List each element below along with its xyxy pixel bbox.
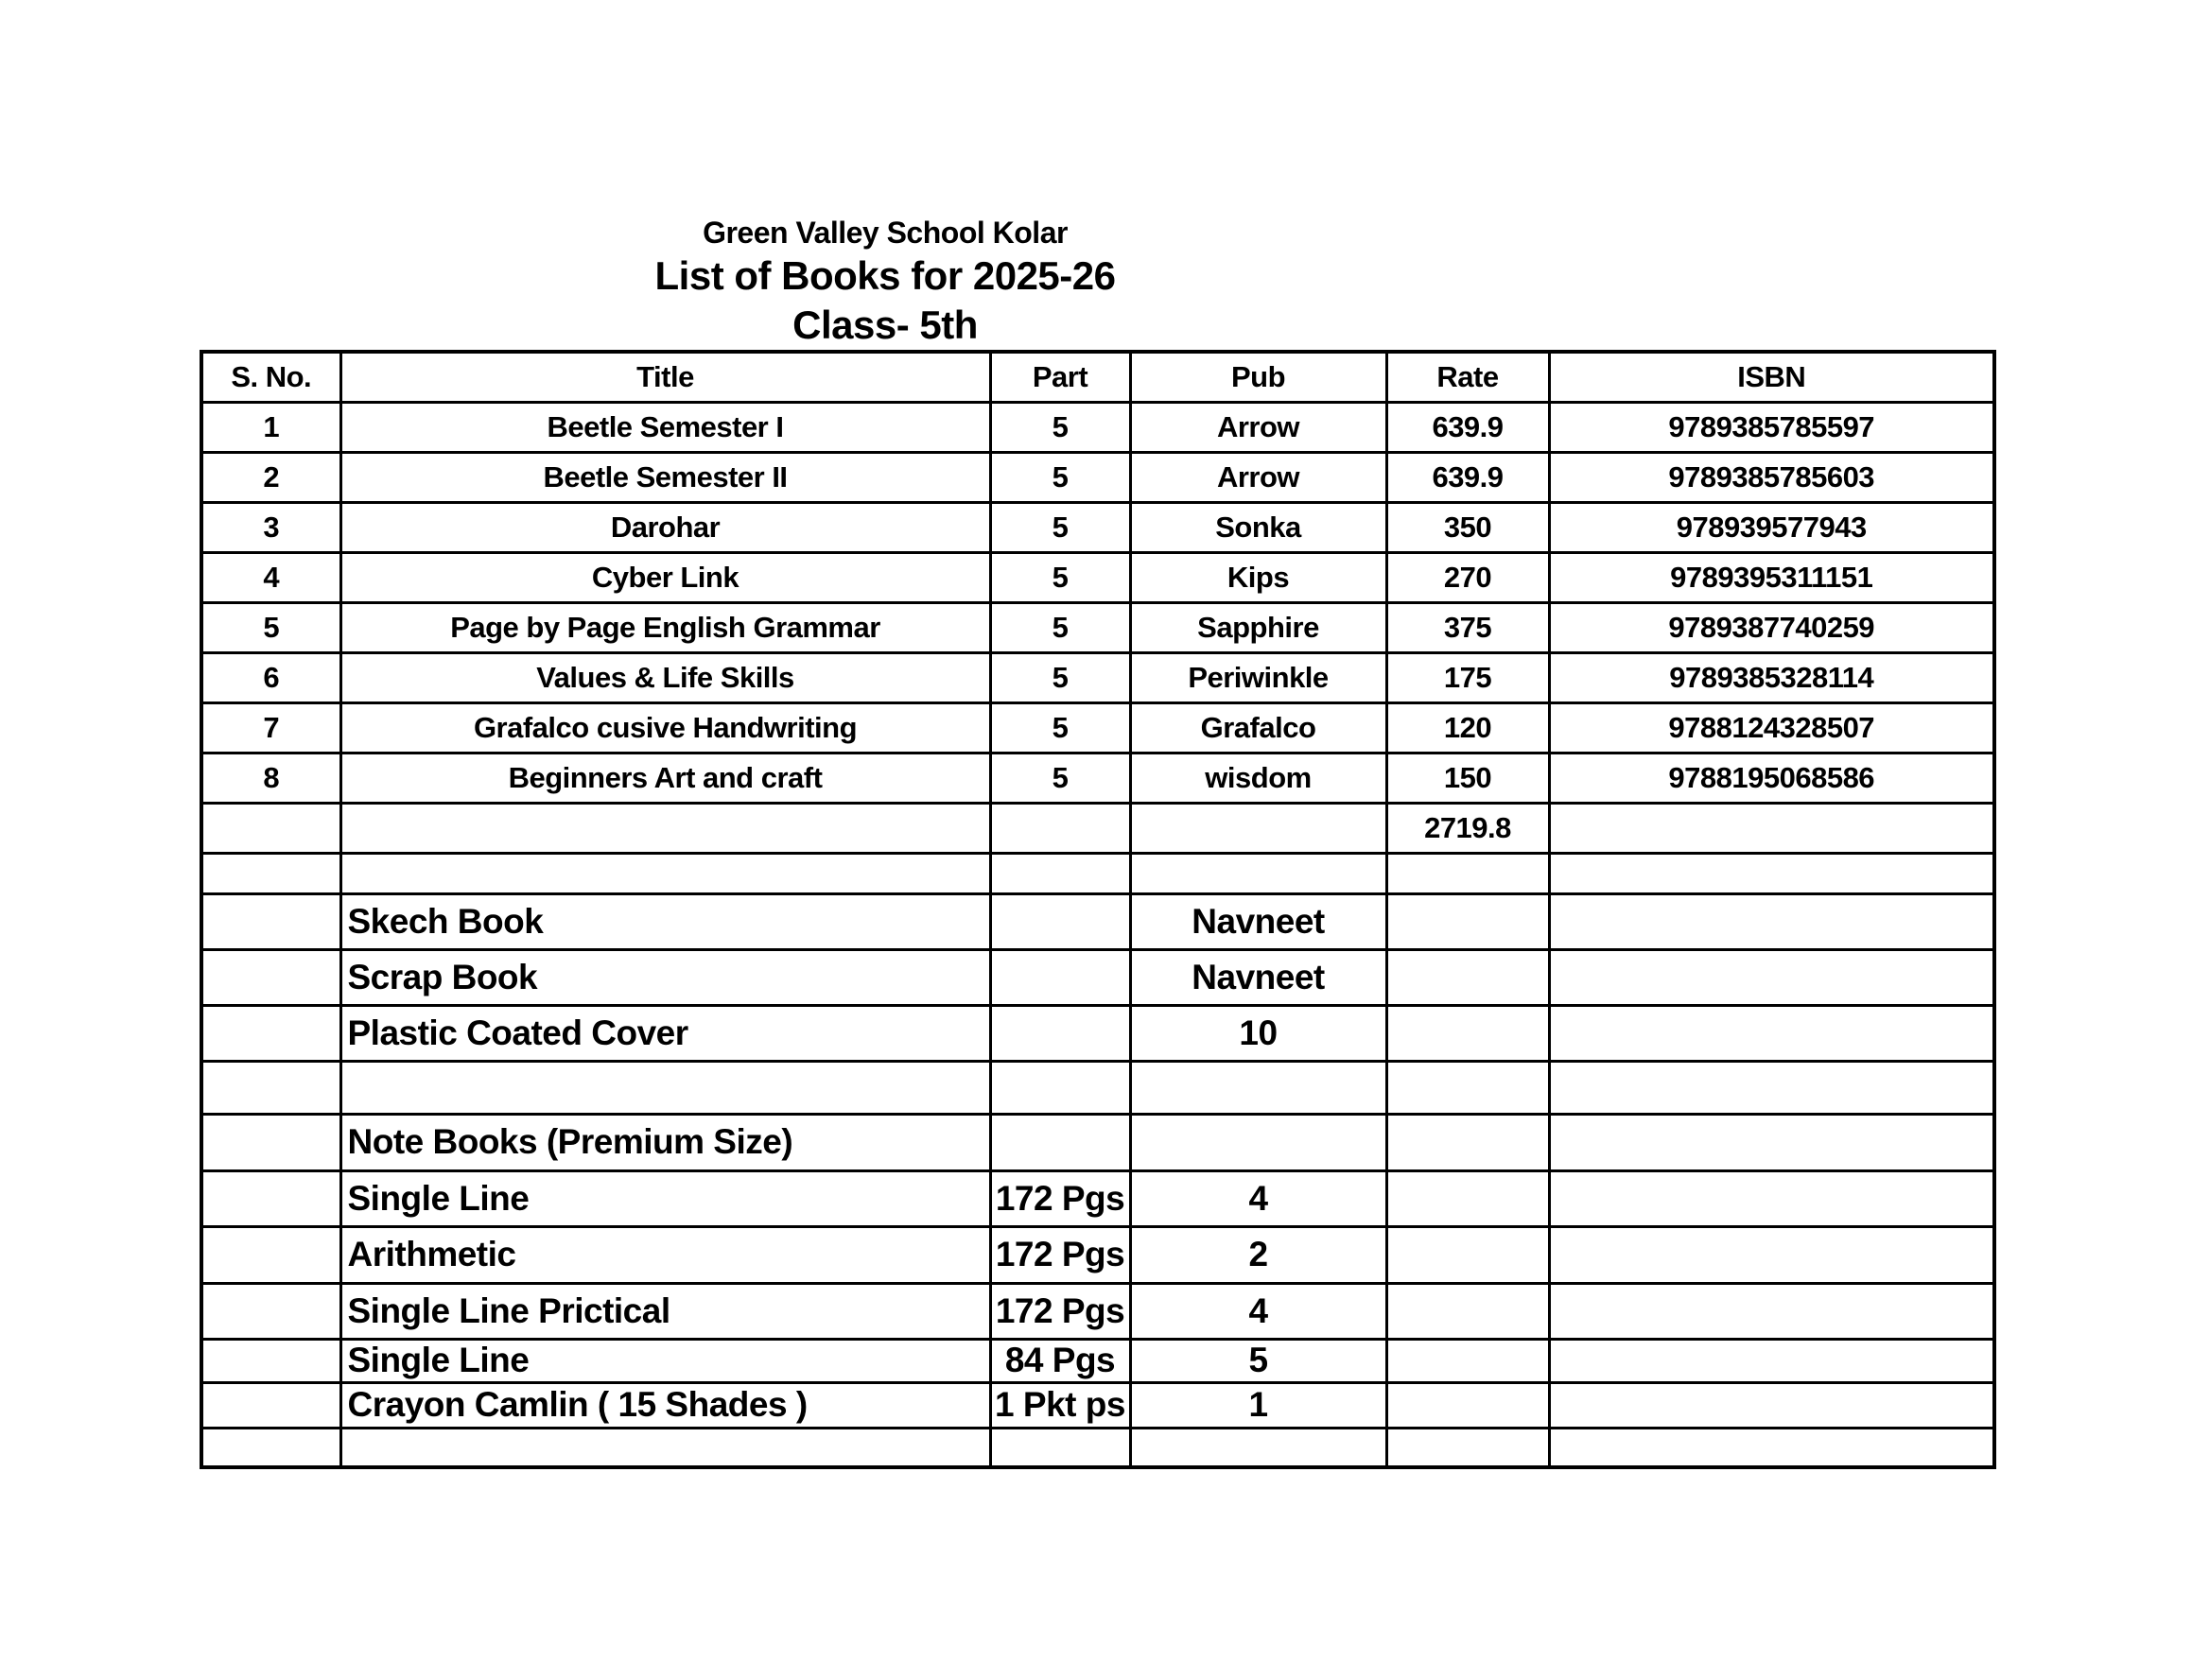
isbn-cell [1549, 1283, 1994, 1339]
col-header-rate: Rate [1386, 352, 1549, 402]
title-cell [340, 853, 990, 893]
title-cell: Scrap Book [340, 949, 990, 1005]
col-header-sno: S. No. [201, 352, 340, 402]
title-cell: Page by Page English Grammar [340, 602, 990, 652]
title-cell: Cyber Link [340, 552, 990, 602]
sno-cell: 1 [201, 402, 340, 452]
pub-cell: Periwinkle [1130, 652, 1386, 702]
table-row [201, 949, 1994, 1005]
pub-cell: 4 [1130, 1170, 1386, 1226]
sno-cell [201, 1170, 340, 1226]
isbn-cell: 9789387740259 [1549, 602, 1994, 652]
pub-cell [1130, 803, 1386, 853]
isbn-cell [1549, 949, 1994, 1005]
table-row [201, 1114, 1994, 1170]
part-cell: 5 [990, 552, 1130, 602]
pub-cell [1130, 1428, 1386, 1467]
isbn-cell [1549, 853, 1994, 893]
title-cell: Single Line [340, 1339, 990, 1382]
isbn-cell: 9788124328507 [1549, 702, 1994, 753]
part-cell [990, 893, 1130, 949]
isbn-cell [1549, 893, 1994, 949]
table-row [201, 602, 1994, 652]
title-cell: Single Line [340, 1170, 990, 1226]
rate-cell [1386, 1170, 1549, 1226]
pub-cell: wisdom [1130, 753, 1386, 803]
rate-cell [1386, 1005, 1549, 1061]
part-cell: 5 [990, 402, 1130, 452]
title-cell: Grafalco cusive Handwriting [340, 702, 990, 753]
title-cell: Crayon Camlin ( 15 Shades ) [340, 1382, 990, 1428]
part-cell: 5 [990, 702, 1130, 753]
pub-cell: Grafalco [1130, 702, 1386, 753]
pub-cell: Arrow [1130, 402, 1386, 452]
pub-cell: Kips [1130, 552, 1386, 602]
table-row [201, 853, 1994, 893]
pub-cell: Navneet [1130, 949, 1386, 1005]
table-row [201, 1428, 1994, 1467]
page-title-school: Green Valley School Kolar [703, 216, 1068, 250]
sno-cell: 6 [201, 652, 340, 702]
part-cell: 5 [990, 753, 1130, 803]
rate-cell [1386, 1226, 1549, 1283]
table-row [201, 1382, 1994, 1428]
col-header-part: Part [990, 352, 1130, 402]
table-row [201, 652, 1994, 702]
rate-cell: 270 [1386, 552, 1549, 602]
part-cell [990, 1061, 1130, 1114]
table-row [201, 1339, 1994, 1382]
part-cell: 1 Pkt ps [990, 1382, 1130, 1428]
part-cell: 5 [990, 652, 1130, 702]
table-header-row [201, 352, 1994, 402]
title-cell [340, 803, 990, 853]
sno-cell: 5 [201, 602, 340, 652]
col-header-pub: Pub [1130, 352, 1386, 402]
title-cell: Beetle Semester I [340, 402, 990, 452]
page-title-class: Class- 5th [792, 303, 978, 347]
table-row [201, 402, 1994, 452]
col-header-isbn: ISBN [1549, 352, 1994, 402]
pub-cell: 1 [1130, 1382, 1386, 1428]
isbn-cell: 9789385328114 [1549, 652, 1994, 702]
sno-cell [201, 949, 340, 1005]
rate-cell: 639.9 [1386, 452, 1549, 502]
pub-cell: 2 [1130, 1226, 1386, 1283]
pub-cell: Navneet [1130, 893, 1386, 949]
pub-cell: 10 [1130, 1005, 1386, 1061]
rate-cell [1386, 1061, 1549, 1114]
sno-cell [201, 893, 340, 949]
rate-cell: 375 [1386, 602, 1549, 652]
books-table [200, 350, 1996, 1469]
sno-cell [201, 1382, 340, 1428]
rate-cell: 639.9 [1386, 402, 1549, 452]
part-cell [990, 1005, 1130, 1061]
pub-cell: 4 [1130, 1283, 1386, 1339]
rate-cell: 120 [1386, 702, 1549, 753]
sno-cell [201, 803, 340, 853]
title-cell: Plastic Coated Cover [340, 1005, 990, 1061]
rate-cell [1386, 949, 1549, 1005]
sno-cell [201, 1061, 340, 1114]
isbn-cell: 9788195068586 [1549, 753, 1994, 803]
rate-cell [1386, 1382, 1549, 1428]
rate-cell [1386, 1283, 1549, 1339]
sno-cell [201, 1226, 340, 1283]
rate-cell [1386, 1114, 1549, 1170]
part-cell: 84 Pgs [990, 1339, 1130, 1382]
page-title-booklist: List of Books for 2025-26 [654, 253, 1116, 298]
part-cell: 5 [990, 452, 1130, 502]
table-row [201, 1061, 1994, 1114]
isbn-cell: 9789395311151 [1549, 552, 1994, 602]
table-row [201, 1226, 1994, 1283]
sno-cell [201, 1005, 340, 1061]
sno-cell: 4 [201, 552, 340, 602]
part-cell [990, 1114, 1130, 1170]
table-row [201, 1170, 1994, 1226]
table-row [201, 452, 1994, 502]
isbn-cell [1549, 1382, 1994, 1428]
isbn-cell: 978939577943 [1549, 502, 1994, 552]
title-cell: Single Line Prictical [340, 1283, 990, 1339]
title-cell: Beetle Semester II [340, 452, 990, 502]
rate-cell: 175 [1386, 652, 1549, 702]
part-cell [990, 1428, 1130, 1467]
table-row [201, 702, 1994, 753]
isbn-cell: 9789385785597 [1549, 402, 1994, 452]
table-row [201, 753, 1994, 803]
table-row [201, 1005, 1994, 1061]
pub-cell: Arrow [1130, 452, 1386, 502]
pub-cell [1130, 1061, 1386, 1114]
sno-cell: 8 [201, 753, 340, 803]
isbn-cell [1549, 1226, 1994, 1283]
rate-cell [1386, 1428, 1549, 1467]
rate-cell: 350 [1386, 502, 1549, 552]
table-row [201, 502, 1994, 552]
sno-cell [201, 1428, 340, 1467]
rate-cell [1386, 853, 1549, 893]
table-row [201, 803, 1994, 853]
part-cell: 172 Pgs [990, 1283, 1130, 1339]
pub-cell [1130, 1114, 1386, 1170]
sno-cell: 2 [201, 452, 340, 502]
isbn-cell [1549, 1170, 1994, 1226]
rate-cell [1386, 1339, 1549, 1382]
part-cell: 172 Pgs [990, 1170, 1130, 1226]
col-header-title: Title [340, 352, 990, 402]
pub-cell [1130, 853, 1386, 893]
rate-cell: 2719.8 [1386, 803, 1549, 853]
sno-cell [201, 853, 340, 893]
title-cell: Skech Book [340, 893, 990, 949]
title-cell: Arithmetic [340, 1226, 990, 1283]
part-cell: 172 Pgs [990, 1226, 1130, 1283]
title-cell: Note Books (Premium Size) [340, 1114, 990, 1170]
pub-cell: Sapphire [1130, 602, 1386, 652]
isbn-cell [1549, 803, 1994, 853]
isbn-cell [1549, 1339, 1994, 1382]
isbn-cell: 9789385785603 [1549, 452, 1994, 502]
table-row [201, 893, 1994, 949]
isbn-cell [1549, 1005, 1994, 1061]
title-cell: Beginners Art and craft [340, 753, 990, 803]
rate-cell [1386, 893, 1549, 949]
title-cell [340, 1061, 990, 1114]
rate-cell: 150 [1386, 753, 1549, 803]
isbn-cell [1549, 1061, 1994, 1114]
part-cell: 5 [990, 602, 1130, 652]
part-cell: 5 [990, 502, 1130, 552]
title-cell: Darohar [340, 502, 990, 552]
part-cell [990, 949, 1130, 1005]
part-cell [990, 803, 1130, 853]
isbn-cell [1549, 1428, 1994, 1467]
table-row [201, 552, 1994, 602]
sno-cell: 7 [201, 702, 340, 753]
title-cell [340, 1428, 990, 1467]
sno-cell [201, 1339, 340, 1382]
sno-cell [201, 1283, 340, 1339]
table-row [201, 1283, 1994, 1339]
sno-cell: 3 [201, 502, 340, 552]
pub-cell: 5 [1130, 1339, 1386, 1382]
pub-cell: Sonka [1130, 502, 1386, 552]
sno-cell [201, 1114, 340, 1170]
title-cell: Values & Life Skills [340, 652, 990, 702]
part-cell [990, 853, 1130, 893]
isbn-cell [1549, 1114, 1994, 1170]
